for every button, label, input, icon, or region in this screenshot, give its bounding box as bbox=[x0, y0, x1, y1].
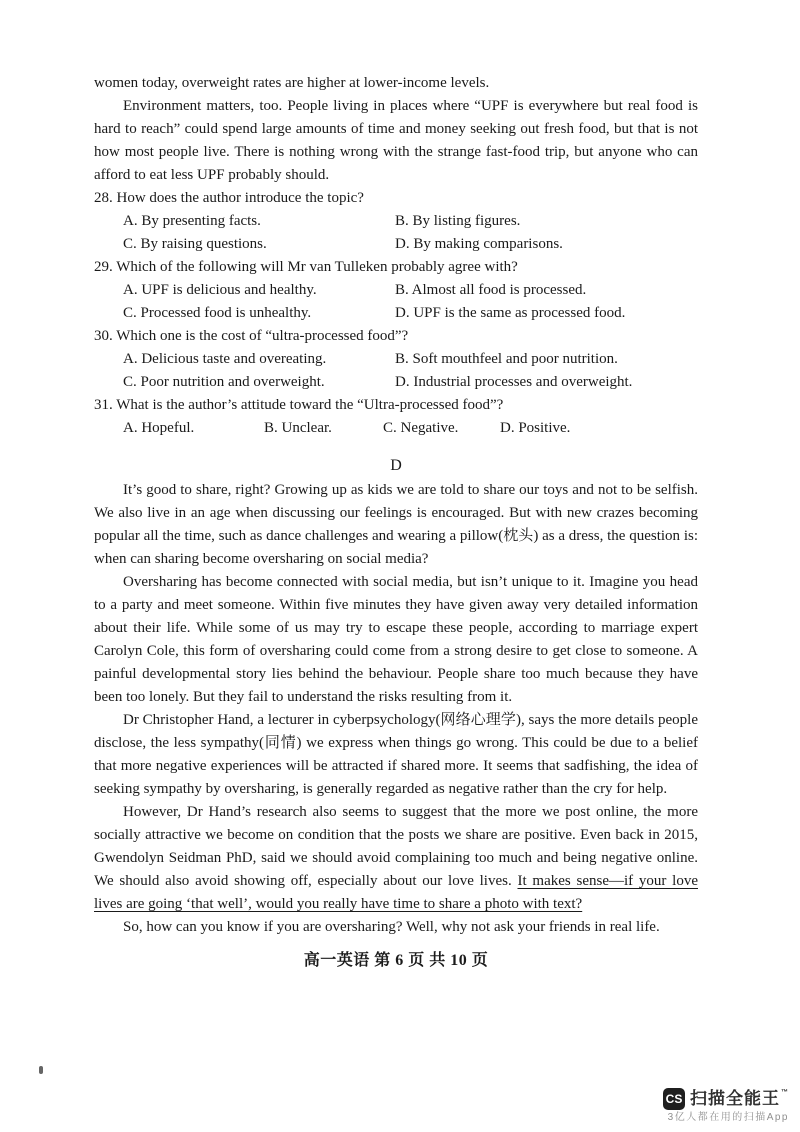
option-31-b: B. Unclear. bbox=[264, 420, 332, 436]
page-footer: 高一英语 第 6 页 共 10 页 bbox=[303, 952, 489, 969]
passage-d-paragraph-1: It’s good to share, right? Growing up as kids we are told to share our toys and not to be selfish. We also live in an age when discussing our feelings is encouraged. But with new crazes becoming popular all the time, such as dance challenges and wearing a pillow(枕头) as a dress, the question is: when can sharing become oversharing on social media? bbox=[94, 482, 698, 567]
passage-c-paragraph: Environment matters, too. People living in places where “UPF is everywhere but real food is hard to reach” could spend large amounts of time and money seeking out fresh food, but that is not how most people live. There is nothing wrong with the strange fast-food trip, but anyone who can afford to eat less UPF probably should. bbox=[94, 98, 698, 183]
question-29 bbox=[94, 256, 698, 325]
passage-d-paragraph-4 bbox=[94, 801, 698, 916]
scan-speck-artifact bbox=[39, 1066, 43, 1074]
question-31-stem: What is the author’s attitude toward the “Ultra-processed food”? bbox=[116, 397, 504, 413]
question-31 bbox=[94, 394, 698, 440]
question-28 bbox=[94, 187, 698, 256]
passage-d-paragraph-2: Oversharing has become connected with social media, but isn’t unique to it. Imagine you head to a party and meet someone. Within five minutes they have given away very detailed information about their life. While some of us may try to escape these people, according to marriage expert Carolyn Cole, this form of oversharing could come from a strong desire to get close to someone. A painful developmental story lies behind the behaviour. People share too much because they have been too lonely. But they fail to understand the risks resulting from it. bbox=[94, 574, 698, 705]
passage-c-last-line: women today, overweight rates are higher at lower-income levels. bbox=[94, 75, 490, 91]
option-30-b: B. Soft mouthfeel and poor nutrition. bbox=[395, 351, 618, 367]
camscanner-brand-text: 扫描全能王™ bbox=[690, 1089, 789, 1108]
option-31-d: D. Positive. bbox=[500, 420, 571, 436]
option-28-c: C. By raising questions. bbox=[123, 236, 267, 252]
passage-d-paragraph-3: Dr Christopher Hand, a lecturer in cyberpsychology(网络心理学), says the more details people disclose, the less sympathy(同情) we express when things go wrong. This could be due to a belief that more negative experiences will be attracted if shared more. It seems that sadfishing, the idea of seeking sympathy by oversharing, is generally regarded as negative rather than the cry for help. bbox=[94, 712, 698, 797]
option-29-b: B. Almost all food is processed. bbox=[395, 282, 587, 298]
camscanner-watermark bbox=[663, 1088, 789, 1124]
option-31-a: A. Hopeful. bbox=[123, 420, 195, 436]
page-content bbox=[94, 72, 698, 972]
camscanner-brand-row bbox=[663, 1088, 789, 1110]
passage-d-paragraph-4-text: However, Dr Hand’s research also seems to suggest that the more we post online, the more socially attractive we become on condition that the posts we share are positive. Even back in 2015, Gwendolyn Seidman PhD, said we should avoid complaining too much and being negative online. We should also avoid showing off, especially about our love lives. bbox=[94, 804, 698, 889]
option-31-c: C. Negative. bbox=[383, 420, 459, 436]
question-31-options-row bbox=[94, 417, 698, 440]
question-30-stem: Which one is the cost of “ultra-processed food”? bbox=[116, 328, 409, 344]
question-28-number: 28. bbox=[94, 190, 113, 206]
question-30-number: 30. bbox=[94, 328, 113, 344]
question-30-options-row-2 bbox=[94, 371, 698, 394]
question-29-options-row-2 bbox=[94, 302, 698, 325]
question-28-stem: How does the author introduce the topic? bbox=[116, 190, 364, 206]
question-31-number: 31. bbox=[94, 397, 113, 413]
option-30-a: A. Delicious taste and overeating. bbox=[123, 351, 327, 367]
option-30-c: C. Poor nutrition and overweight. bbox=[123, 374, 325, 390]
passage-d-paragraph-5: So, how can you know if you are oversharing? Well, why not ask your friends in real life. bbox=[123, 919, 660, 935]
question-28-options-row-1 bbox=[94, 210, 698, 233]
option-28-a: A. By presenting facts. bbox=[123, 213, 261, 229]
trademark-mark: ™ bbox=[781, 1089, 789, 1096]
question-30-options-row-1 bbox=[94, 348, 698, 371]
question-29-stem: Which of the following will Mr van Tulleken probably agree with? bbox=[116, 259, 518, 275]
option-30-d: D. Industrial processes and overweight. bbox=[395, 374, 633, 390]
option-29-c: C. Processed food is unhealthy. bbox=[123, 305, 312, 321]
question-30 bbox=[94, 325, 698, 394]
question-29-number: 29. bbox=[94, 259, 113, 275]
option-28-b: B. By listing figures. bbox=[395, 213, 521, 229]
camscanner-cs-badge-icon: CS bbox=[663, 1088, 685, 1110]
camscanner-subtitle: 3亿人都在用的扫描App bbox=[667, 1112, 789, 1123]
option-29-d: D. UPF is the same as processed food. bbox=[395, 305, 626, 321]
option-29-a: A. UPF is delicious and healthy. bbox=[123, 282, 317, 298]
option-28-d: D. By making comparisons. bbox=[395, 236, 563, 252]
passage-d-heading: D bbox=[390, 457, 402, 474]
question-29-options-row-1 bbox=[94, 279, 698, 302]
question-28-options-row-2 bbox=[94, 233, 698, 256]
underlined-sentence: It makes sense—if your love lives are going ‘that well’, would you really have time to share a photo with text? bbox=[94, 873, 698, 912]
